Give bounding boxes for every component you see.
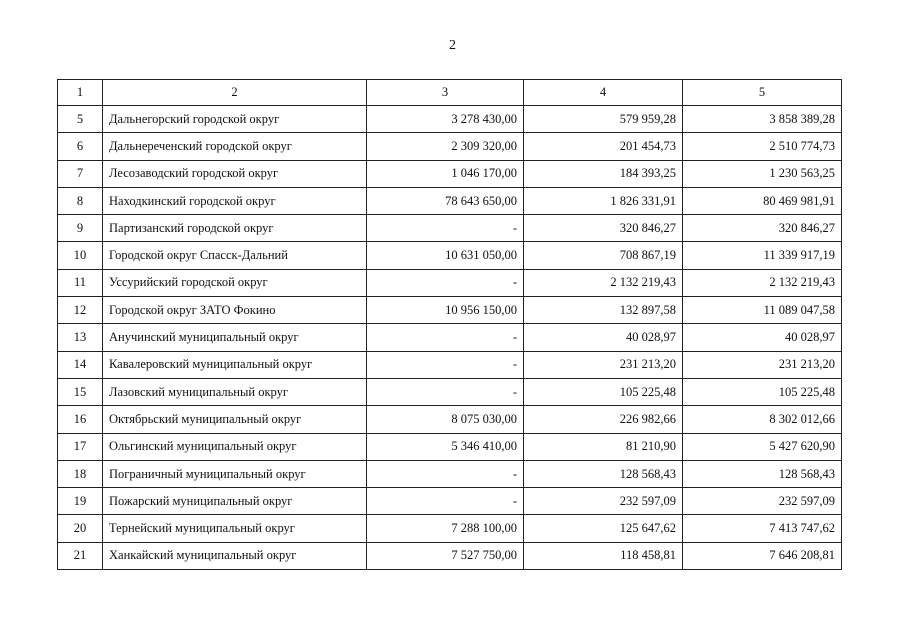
table-row [58, 488, 842, 515]
row-number-cell: 10 [58, 242, 103, 269]
row-number-cell: 15 [58, 378, 103, 405]
col-4-value-cell: 232 597,09 [524, 488, 683, 515]
col-5-value-cell: 11 339 917,19 [683, 242, 842, 269]
municipality-name-cell: Кавалеровский муниципальный округ [103, 351, 367, 378]
row-number-cell: 9 [58, 215, 103, 242]
row-number-cell: 8 [58, 187, 103, 214]
col-5-value-cell: 231 213,20 [683, 351, 842, 378]
municipality-name-cell: Городской округ Спасск-Дальний [103, 242, 367, 269]
municipality-name-cell: Лазовский муниципальный округ [103, 378, 367, 405]
municipality-name-cell: Пограничный муниципальный округ [103, 460, 367, 487]
col-4-value-cell: 579 959,28 [524, 106, 683, 133]
header-row [58, 80, 842, 106]
col-3-value-cell: - [367, 324, 524, 351]
table-row [58, 187, 842, 214]
col-5-value-cell: 2 510 774,73 [683, 133, 842, 160]
col-5-value-cell: 105 225,48 [683, 378, 842, 405]
col-3-value-cell: 3 278 430,00 [367, 106, 524, 133]
col-3-value-cell: - [367, 460, 524, 487]
municipality-name-cell: Дальнегорский городской округ [103, 106, 367, 133]
col-3-value-cell: 10 631 050,00 [367, 242, 524, 269]
row-number-cell: 17 [58, 433, 103, 460]
col-3-value-cell: 7 527 750,00 [367, 542, 524, 569]
col-5-value-cell: 3 858 389,28 [683, 106, 842, 133]
row-number-cell: 13 [58, 324, 103, 351]
municipality-name-cell: Лесозаводский городской округ [103, 160, 367, 187]
col-4-value-cell: 231 213,20 [524, 351, 683, 378]
col-4-value-cell: 118 458,81 [524, 542, 683, 569]
table-row [58, 515, 842, 542]
col-4-value-cell: 708 867,19 [524, 242, 683, 269]
col-4-value-cell: 1 826 331,91 [524, 187, 683, 214]
header-col-4: 4 [524, 80, 683, 106]
table-row [58, 160, 842, 187]
table-row [58, 351, 842, 378]
row-number-cell: 18 [58, 460, 103, 487]
municipality-name-cell: Партизанский городской округ [103, 215, 367, 242]
col-5-value-cell: 8 302 012,66 [683, 406, 842, 433]
col-5-value-cell: 1 230 563,25 [683, 160, 842, 187]
col-5-value-cell: 128 568,43 [683, 460, 842, 487]
table-row [58, 106, 842, 133]
col-5-value-cell: 5 427 620,90 [683, 433, 842, 460]
col-5-value-cell: 232 597,09 [683, 488, 842, 515]
header-col-2: 2 [103, 80, 367, 106]
municipality-name-cell: Уссурийский городской округ [103, 269, 367, 296]
row-number-cell: 16 [58, 406, 103, 433]
row-number-cell: 5 [58, 106, 103, 133]
col-5-value-cell: 11 089 047,58 [683, 297, 842, 324]
table-row [58, 242, 842, 269]
table-row [58, 215, 842, 242]
row-number-cell: 7 [58, 160, 103, 187]
municipality-name-cell: Октябрьский муниципальный округ [103, 406, 367, 433]
row-number-cell: 21 [58, 542, 103, 569]
col-3-value-cell: - [367, 215, 524, 242]
col-4-value-cell: 184 393,25 [524, 160, 683, 187]
page-number: 2 [449, 38, 456, 53]
col-4-value-cell: 105 225,48 [524, 378, 683, 405]
col-4-value-cell: 201 454,73 [524, 133, 683, 160]
col-4-value-cell: 226 982,66 [524, 406, 683, 433]
table-row [58, 433, 842, 460]
col-3-value-cell: - [367, 351, 524, 378]
col-4-value-cell: 320 846,27 [524, 215, 683, 242]
table-row [58, 378, 842, 405]
col-4-value-cell: 125 647,62 [524, 515, 683, 542]
col-3-value-cell: - [367, 269, 524, 296]
col-3-value-cell: 78 643 650,00 [367, 187, 524, 214]
col-3-value-cell: - [367, 488, 524, 515]
col-5-value-cell: 80 469 981,91 [683, 187, 842, 214]
table-row [58, 133, 842, 160]
municipality-name-cell: Ханкайский муниципальный округ [103, 542, 367, 569]
header-col-1: 1 [58, 80, 103, 106]
col-3-value-cell: 2 309 320,00 [367, 133, 524, 160]
municipality-name-cell: Находкинский городской округ [103, 187, 367, 214]
budget-table [57, 79, 842, 570]
col-5-value-cell: 320 846,27 [683, 215, 842, 242]
col-5-value-cell: 7 646 208,81 [683, 542, 842, 569]
col-4-value-cell: 2 132 219,43 [524, 269, 683, 296]
col-3-value-cell: - [367, 378, 524, 405]
municipality-name-cell: Дальнереченский городской округ [103, 133, 367, 160]
municipality-name-cell: Пожарский муниципальный округ [103, 488, 367, 515]
table-row [58, 406, 842, 433]
row-number-cell: 6 [58, 133, 103, 160]
col-3-value-cell: 5 346 410,00 [367, 433, 524, 460]
col-4-value-cell: 40 028,97 [524, 324, 683, 351]
col-3-value-cell: 1 046 170,00 [367, 160, 524, 187]
municipality-name-cell: Анучинский муниципальный округ [103, 324, 367, 351]
table-row [58, 542, 842, 569]
municipality-name-cell: Тернейский муниципальный округ [103, 515, 367, 542]
row-number-cell: 20 [58, 515, 103, 542]
municipality-name-cell: Городской округ ЗАТО Фокино [103, 297, 367, 324]
row-number-cell: 14 [58, 351, 103, 378]
municipality-name-cell: Ольгинский муниципальный округ [103, 433, 367, 460]
col-4-value-cell: 132 897,58 [524, 297, 683, 324]
col-3-value-cell: 8 075 030,00 [367, 406, 524, 433]
table-header [58, 80, 842, 106]
col-5-value-cell: 7 413 747,62 [683, 515, 842, 542]
row-number-cell: 12 [58, 297, 103, 324]
row-number-cell: 11 [58, 269, 103, 296]
col-4-value-cell: 128 568,43 [524, 460, 683, 487]
col-4-value-cell: 81 210,90 [524, 433, 683, 460]
table-body [58, 106, 842, 570]
header-col-5: 5 [683, 80, 842, 106]
col-5-value-cell: 40 028,97 [683, 324, 842, 351]
col-3-value-cell: 7 288 100,00 [367, 515, 524, 542]
table-row [58, 324, 842, 351]
col-3-value-cell: 10 956 150,00 [367, 297, 524, 324]
table-row [58, 269, 842, 296]
header-col-3: 3 [367, 80, 524, 106]
col-5-value-cell: 2 132 219,43 [683, 269, 842, 296]
row-number-cell: 19 [58, 488, 103, 515]
table-row [58, 460, 842, 487]
table-row [58, 297, 842, 324]
